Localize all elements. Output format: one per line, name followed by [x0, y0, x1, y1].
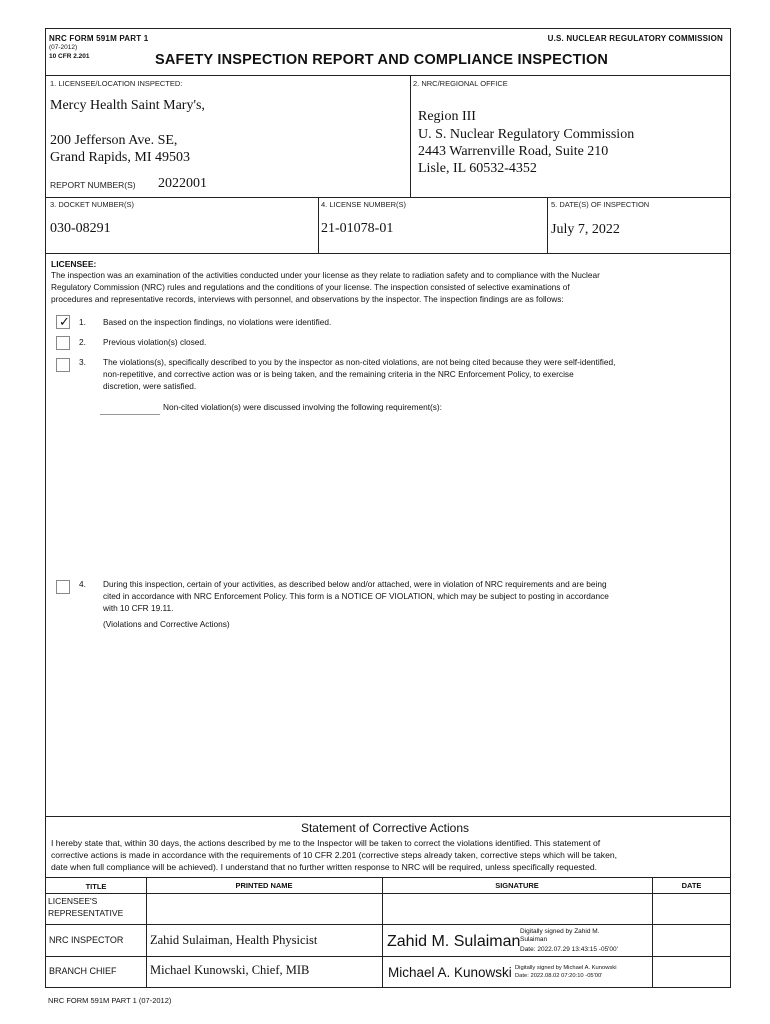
noncited-blank-line: [100, 414, 160, 415]
row-title-licensee-2: REPRESENTATIVE: [48, 908, 124, 918]
row-title-branch-chief: BRANCH CHIEF: [49, 966, 117, 976]
divider: [45, 253, 731, 254]
license-label: 4. LICENSE NUMBER(S): [321, 200, 407, 209]
findings-heading: LICENSEE:: [51, 259, 97, 269]
finding-4-checkbox[interactable]: [56, 580, 70, 594]
inspector-date-field[interactable]: [656, 928, 728, 952]
finding-1-text: Based on the inspection findings, no violations were identified.: [103, 317, 332, 327]
form-title: SAFETY INSPECTION REPORT AND COMPLIANCE INSPECTION: [155, 52, 609, 68]
inspector-sig-note-1: Digitally signed by Zahid M.: [520, 928, 600, 935]
divider: [146, 877, 147, 988]
finding-2-number: 2.: [79, 337, 86, 347]
finding-4-text-4: (Violations and Corrective Actions): [103, 619, 230, 629]
form-date: (07-2012): [49, 44, 78, 51]
divider: [45, 75, 731, 76]
licensee-address-2: Grand Rapids, MI 49503: [50, 150, 190, 165]
divider: [410, 75, 411, 197]
inspection-date: July 7, 2022: [551, 222, 620, 237]
inspector-signature[interactable]: Zahid M. Sulaiman: [387, 933, 521, 950]
row-title-inspector: NRC INSPECTOR: [49, 935, 124, 945]
branch-chief-name: Michael Kunowski, Chief, MIB: [150, 963, 310, 977]
branch-chief-signature[interactable]: Michael A. Kunowski: [388, 965, 512, 980]
docket-number: 030-08291: [50, 221, 111, 236]
branch-chief-date-field[interactable]: [656, 960, 728, 984]
divider: [45, 924, 731, 925]
regional-office-name: U. S. Nuclear Regulatory Commission: [418, 127, 635, 142]
finding-3-text-3: discretion, were satisfied.: [103, 381, 197, 391]
finding-3-number: 3.: [79, 357, 86, 367]
finding-2-checkbox[interactable]: [56, 336, 70, 350]
divider: [45, 956, 731, 957]
divider: [45, 877, 731, 878]
divider: [45, 197, 731, 198]
inspector-sig-note-2: Sulaiman: [520, 936, 548, 943]
divider: [45, 893, 731, 894]
finding-1-number: 1.: [79, 317, 86, 327]
branch-chief-sig-note-1: Digitally signed by Michael A. Kunowski: [515, 965, 617, 971]
regional-office-street: 2443 Warrenville Road, Suite 210: [418, 144, 609, 159]
finding-3-text-1: The violations(s), specifically described to you by the inspector as non-cited violations, are not being cited because they were self-identified,: [103, 357, 616, 367]
licensee-name: Mercy Health Saint Mary's,: [50, 98, 205, 113]
licensee-name-field[interactable]: [150, 899, 378, 921]
report-number-label: REPORT NUMBER(S): [50, 180, 136, 190]
regional-office-label: 2. NRC/REGIONAL OFFICE: [413, 79, 508, 88]
divider: [652, 877, 653, 988]
corrective-actions-title: Statement of Corrective Actions: [300, 821, 470, 835]
noncited-text: Non-cited violation(s) were discussed involving the following requirement(s):: [163, 402, 442, 412]
col-date: DATE: [681, 881, 702, 890]
col-title: TITLE: [85, 882, 107, 891]
finding-4-text-2: cited in accordance with NRC Enforcement Policy. This form is a NOTICE OF VIOLATION, which may be subject to posting in accordance: [103, 591, 609, 601]
findings-intro-3: procedures and representative records, interviews with personnel, and observations by the inspector. The inspection findings are as follows:: [51, 294, 564, 304]
corrective-text-2: corrective actions is made in accordance with the requirements of 10 CFR 2.201 (corrective steps already taken, corrective steps which will be taken,: [51, 850, 618, 860]
licensee-signature-field[interactable]: [386, 899, 648, 921]
inspection-date-label: 5. DATE(S) OF INSPECTION: [551, 200, 650, 209]
row-title-licensee: LICENSEE'S: [48, 896, 98, 906]
regional-office-city: Lisle, IL 60532-4352: [418, 161, 537, 176]
license-number: 21-01078-01: [321, 221, 394, 236]
form-id: NRC FORM 591M PART 1: [49, 34, 149, 43]
finding-2-text: Previous violation(s) closed.: [103, 337, 207, 347]
finding-4-number: 4.: [79, 579, 86, 589]
divider: [382, 877, 383, 988]
licensee-address-1: 200 Jefferson Ave. SE,: [50, 133, 178, 148]
inspector-sig-date: Date: 2022.07.29 13:43:15 -05'00': [520, 946, 618, 953]
findings-intro-2: Regulatory Commission (NRC) rules and regulations and the conditions of your license. The inspection consisted of selective examinations of: [51, 282, 570, 292]
findings-intro-1: The inspection was an examination of the activities conducted under your license as they relate to radiation safety and to compliance with the Nuclear: [51, 270, 600, 280]
finding-4-text-3: with 10 CFR 19.11.: [103, 603, 174, 613]
licensee-label: 1. LICENSEE/LOCATION INSPECTED:: [50, 79, 183, 88]
finding-3-text-2: non-repetitive, and corrective action was or is being taken, and the remaining criteria in the NRC Enforcement Policy, to exercise: [103, 369, 574, 379]
col-printed-name: PRINTED NAME: [235, 881, 293, 890]
divider: [318, 197, 319, 253]
finding-4-text-1: During this inspection, certain of your activities, as described below and/or attached, were in violation of NRC requirements and are being: [103, 579, 607, 589]
finding-1-checkbox[interactable]: [56, 315, 70, 329]
form-footer: NRC FORM 591M PART 1 (07-2012): [48, 996, 172, 1005]
col-signature: SIGNATURE: [495, 881, 539, 890]
inspector-name: Zahid Sulaiman, Health Physicist: [150, 933, 318, 947]
divider: [45, 816, 731, 817]
corrective-text-3: date when full compliance will be achieved). I understand that no further written response to NRC will be required, unless specifically requested.: [51, 862, 597, 872]
checkmark-icon: ✓: [59, 314, 70, 329]
divider: [547, 197, 548, 253]
docket-label: 3. DOCKET NUMBER(S): [50, 200, 135, 209]
finding-3-checkbox[interactable]: [56, 358, 70, 372]
branch-chief-sig-date: Date: 2022.08.02 07:20:10 -05'00': [515, 973, 603, 979]
cfr-reference: 10 CFR 2.201: [49, 53, 90, 60]
agency-name: U.S. NUCLEAR REGULATORY COMMISSION: [547, 34, 723, 43]
report-number: 2022001: [158, 176, 207, 191]
licensee-date-field[interactable]: [656, 899, 728, 921]
corrective-text-1: I hereby state that, within 30 days, the actions described by me to the Inspector will be taken to correct the violations identified. This statement of: [51, 838, 601, 848]
region: Region III: [418, 109, 476, 124]
